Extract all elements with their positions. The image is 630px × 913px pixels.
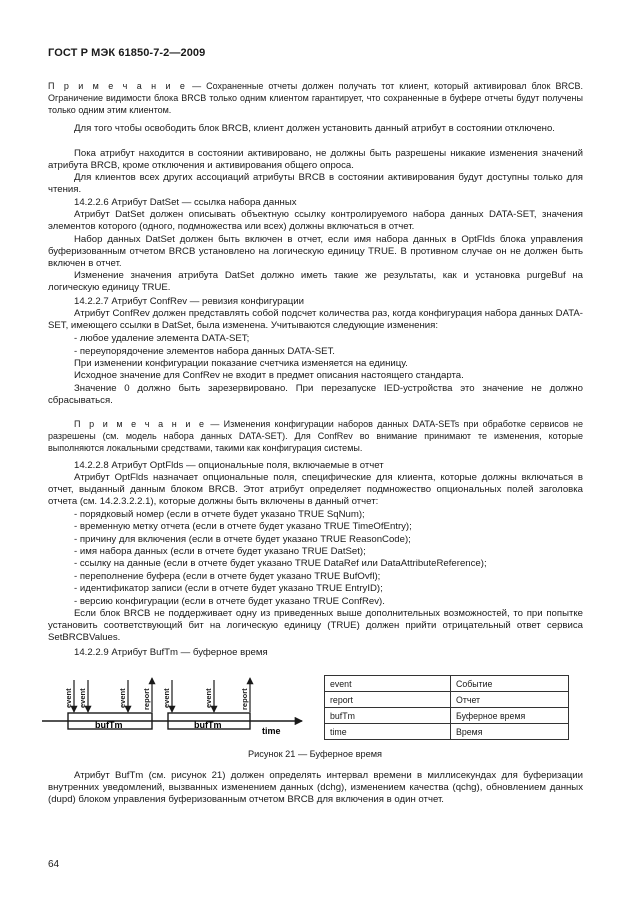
- list-item: - переупорядочение элементов набора данных DATA-SET.: [74, 346, 335, 357]
- heading-confrev: 14.2.2.7 Атрибут ConfRev — ревизия конфигурации: [74, 296, 305, 307]
- note-1-label: П р и м е ч а н и е: [48, 81, 188, 91]
- legend-key: bufTm: [325, 708, 451, 724]
- heading-datset: 14.2.2.6 Атрибут DatSet — ссылка набора данных: [74, 197, 297, 208]
- para-confrev-2: При изменении конфигурации показание счетчика изменяется на единицу.: [74, 358, 408, 369]
- para-optflds-1: Атрибут OptFlds назначает опциональные поля, специфические для клиента, которые должны включаться в отчет, выданный данным блоком BRCB. Этот атрибут определяет подмножество опциональных полей заголовка отчета (см. 14.2.3.2.2.1), которые должны быть включены в данный отчет:: [48, 472, 583, 508]
- page-number: 64: [48, 859, 60, 870]
- event-label: event: [64, 688, 73, 708]
- note-1-text: — Сохраненные отчеты должен получать тот клиент, который активировал блок BRCB. Ограничение видимости блока BRCB только одним клиентом гарантирует, что сохраненные в буфере отчеты будут получены только одним этим клиентом.: [48, 81, 583, 115]
- para-datset-3: Изменение значения атрибута DatSet должно иметь такие же результаты, как и установка purgeBuf на логическую единицу TRUE.: [48, 270, 583, 294]
- table-row: [325, 676, 569, 692]
- legend-value: Отчет: [451, 692, 569, 708]
- report-label: report: [142, 688, 151, 710]
- list-item: - порядковый номер (если в отчете будет указано TRUE SqNum);: [74, 509, 365, 520]
- buftm-label-2: bufTm: [194, 720, 222, 730]
- list-item: - причину для включения (если в отчете будет указано TRUE ReasonCode);: [74, 534, 411, 545]
- legend-value: Время: [451, 724, 569, 740]
- legend-key: report: [325, 692, 451, 708]
- para-confrev-1: Атрибут ConfRev должен представлять собой подсчет количества раз, когда конфигурация набора данных DATA-SET, имеющего ссылки в DatSet, была изменена. Учитываются следующие изменения:: [48, 308, 583, 332]
- legend-key: time: [325, 724, 451, 740]
- event-label: event: [162, 688, 171, 708]
- list-item: - идентификатор записи (если в отчете будет указано TRUE EntryID);: [74, 583, 383, 594]
- figure-caption: Рисунок 21 — Буферное время: [247, 749, 383, 759]
- list-item: - имя набора данных (если в отчете будет указано TRUE DatSet);: [74, 546, 366, 557]
- page-header: ГОСТ Р МЭК 61850-7-2—2009: [48, 47, 206, 59]
- note-2-label: П р и м е ч а н и е: [74, 419, 207, 429]
- table-row: [325, 692, 569, 708]
- table-row: [325, 724, 569, 740]
- para-confrev-4: Значение 0 должно быть зарезервировано. При перезапуске IED-устройства это значение не должно сбрасываться.: [48, 383, 583, 407]
- heading-optflds: 14.2.2.8 Атрибут OptFlds — опциональные поля, включаемые в отчет: [74, 460, 384, 471]
- note-2: [48, 418, 583, 454]
- legend-table: [324, 675, 569, 740]
- heading-buftm: 14.2.2.9 Атрибут BufTm — буферное время: [74, 647, 268, 658]
- list-item: - переполнение буфера (если в отчете будет указано TRUE BufOvfl);: [74, 571, 381, 582]
- buffer-time-diagram: [40, 670, 310, 740]
- para-buftm: Атрибут BufTm (см. рисунок 21) должен определять интервал времени в миллисекундах для буферизации внутренних уведомлений, вызванных изменением данных (dchg), изменением качества (qchg), обновлением данных (dupd) блоком управления буферизованным отчетом BRCB для включения в один отчет.: [48, 770, 583, 806]
- report-label: report: [240, 688, 249, 710]
- legend-value: Событие: [451, 676, 569, 692]
- legend-value: Буферное время: [451, 708, 569, 724]
- para-optflds-2: Если блок BRCB не поддерживает одну из приведенных выше дополнительных возможностей, то при попытке установить соответствующий бит на логическую единицу (TRUE) должен прийти отрицательный ответ сервиса SetBRCBValues.: [48, 608, 583, 644]
- para-while: Пока атрибут находится в состоянии активировано, не должны быть разрешены никакие изменения значений атрибута BRCB, кроме отключения и активирования общего опроса.: [48, 148, 583, 172]
- para-datset-2: Набор данных DatSet должен быть включен в отчет, если имя набора данных в OptFlds блока управления буферизованным отчетом BRCB установлено на логическую единицу TRUE. В противном случае он не должен быть включен в отчет.: [48, 234, 583, 270]
- para-confrev-3: Исходное значение для ConfRev не входит в предмет описания настоящего стандарта.: [74, 370, 464, 381]
- event-label: event: [204, 688, 213, 708]
- table-row: [325, 708, 569, 724]
- para-datset-1: Атрибут DatSet должен описывать объектную ссылку контролируемого набора данных DATA-SET, значения элементов которого (одного, подмножества или всех) должны включаться в отчет.: [48, 209, 583, 233]
- para-others: Для клиентов всех других ассоциаций атрибуты BRCB в состоянии активирования будут доступны только для чтения.: [48, 172, 583, 196]
- note-1: [48, 80, 583, 116]
- legend-key: event: [325, 676, 451, 692]
- buftm-label-1: bufTm: [95, 720, 123, 730]
- list-item: - любое удаление элемента DATA-SET;: [74, 333, 250, 344]
- list-item: - ссылку на данные (если в отчете будет указано TRUE DataRef или DataAttributeReference);: [74, 558, 487, 569]
- list-item: - временную метку отчета (если в отчете будет указано TRUE TimeOfEntry);: [74, 521, 412, 532]
- list-item: - версию конфигурации (если в отчете будет указано TRUE ConfRev).: [74, 596, 385, 607]
- note-2-text: — Изменения конфигурации наборов данных DATA-SETs при обработке сервисов не разрешены (см. модель набора данных DATA-SET). Для ConfRev во внимание принимают те изменения, которые выполняются локальными средствами, такими как конфигурация системы.: [48, 419, 583, 453]
- event-label: event: [78, 688, 87, 708]
- para-release: Для того чтобы освободить блок BRCB, клиент должен установить данный атрибут в состоянии отключено.: [74, 123, 555, 134]
- event-label: event: [118, 688, 127, 708]
- time-label: time: [262, 726, 281, 736]
